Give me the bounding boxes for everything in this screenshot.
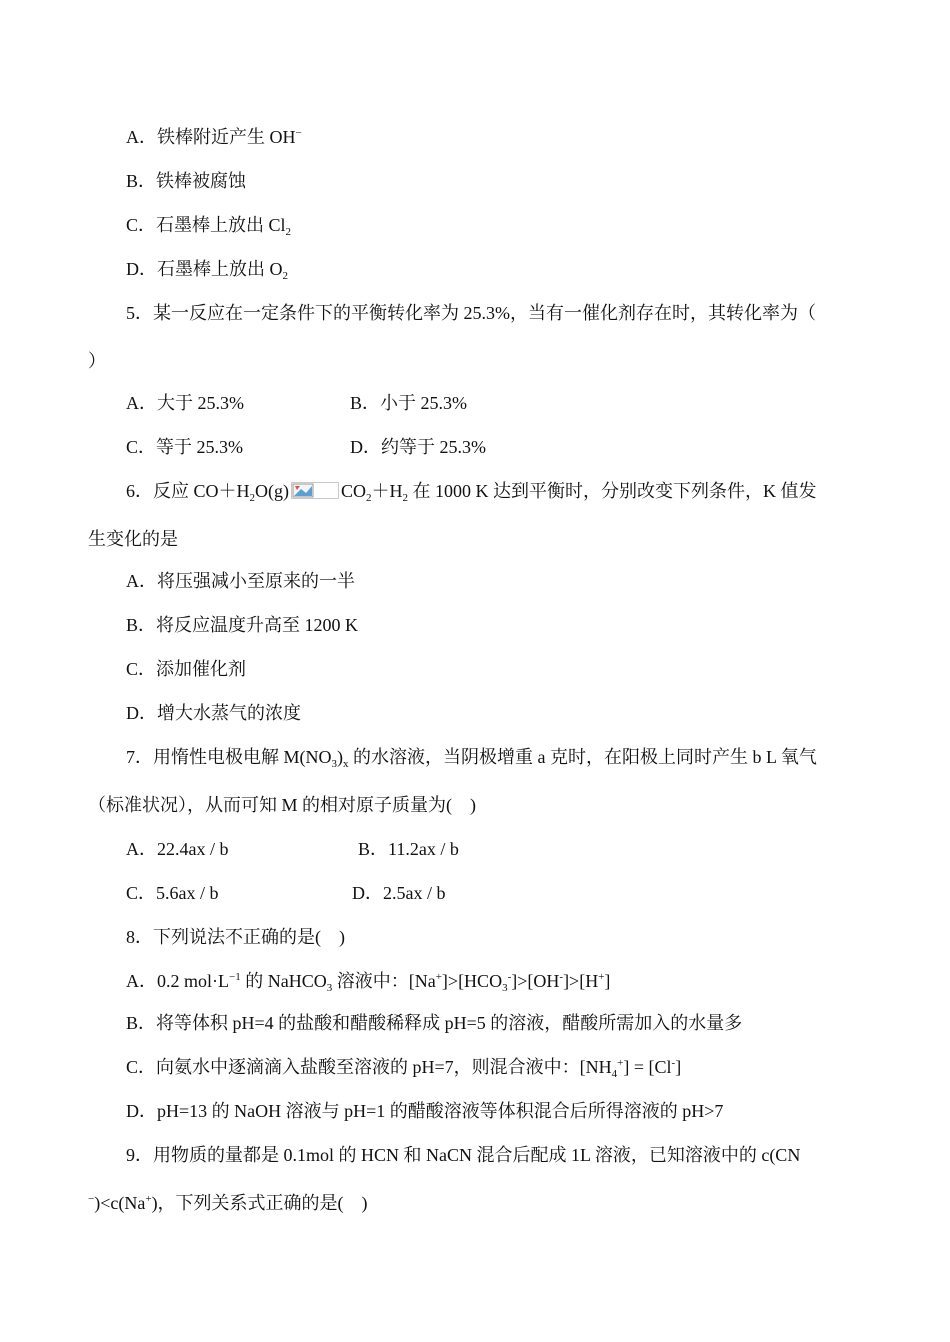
option-5b: B．小于 25.3% xyxy=(350,393,467,413)
option-6a: A．将压强减小至原来的一半 xyxy=(126,571,355,591)
question-9-stem: 9．用物质的量都是 0.1mol 的 HCN 和 NaCN 混合后配成 1L 溶液，已知溶液中的 c(CN xyxy=(126,1145,801,1165)
question-9-stem-cont: −)<c(Na+)，下列关系式正确的是( ) xyxy=(88,1193,368,1213)
option-5d: D．约等于 25.3% xyxy=(350,437,486,457)
option-8b: B．将等体积 pH=4 的盐酸和醋酸稀释成 pH=5 的溶液，醋酸所需加入的水量多 xyxy=(126,1013,743,1033)
equilibrium-arrow-icon xyxy=(291,482,339,500)
question-5-stem: 5．某一反应在一定条件下的平衡转化率为 25.3%，当有一催化剂存在时，其转化率为（ xyxy=(126,303,816,323)
option-4b: B．铁棒被腐蚀 xyxy=(126,171,247,191)
option-4d: D．石墨棒上放出 $O_2$ xyxy=(126,259,288,282)
option-6d: D．增大水蒸气的浓度 xyxy=(126,703,301,723)
option-6b: B．将反应温度升高至 1200 K xyxy=(126,615,359,635)
option-7b: B．11.2ax / b xyxy=(358,839,459,859)
question-7-stem-cont: （标准状况），从而可知 M 的相对原子质量为( ) xyxy=(88,795,476,815)
option-7a: A．22.4ax / b xyxy=(126,839,229,859)
option-8c: C．向氨水中逐滴滴入盐酸至溶液的 pH=7，则混合液中：$[NH_4^+] = [Cl^-]$ xyxy=(126,1057,682,1080)
option-4c: C．石墨棒上放出 $Cl_2$ xyxy=(126,215,292,238)
option-6c: C．添加催化剂 xyxy=(126,659,247,679)
option-7d: D．2.5ax / b xyxy=(352,883,446,903)
question-7-stem: 7．用惰性电极电解 $M(NO_3)_x$ 的水溶液，当阴极增重 a 克时，在阳极上同时产生 b L 氧气 xyxy=(126,747,817,770)
option-8a: A．0.2 $mol\cdot L^{-1}$ 的 NaHCO$_3$ 溶液中：$[Na^+]>[HCO_3^-]>[OH^-]>[H^+]$ xyxy=(126,971,611,994)
question-6-stem: 6．反应 $CO+H_2O(g)$ $CO_2+H_2$ 在 1000 K 达到平衡时，分别改变下列条件，K 值发 xyxy=(126,481,817,504)
option-7c: C．5.6ax / b xyxy=(126,883,219,903)
option-5c: C．等于 25.3% xyxy=(126,437,243,457)
option-5a: A．大于 25.3% xyxy=(126,393,244,413)
option-4a: A．铁棒附近产生 OH− xyxy=(126,127,302,147)
question-5-stem-cont: ） xyxy=(88,351,106,371)
question-6-stem-cont: 生变化的是 xyxy=(88,529,178,549)
option-8d: D．pH=13 的 NaOH 溶液与 pH=1 的醋酸溶液等体积混合后所得溶液的 pH>7 xyxy=(126,1101,724,1121)
question-8-stem: 8．下列说法不正确的是( ) xyxy=(126,927,345,947)
